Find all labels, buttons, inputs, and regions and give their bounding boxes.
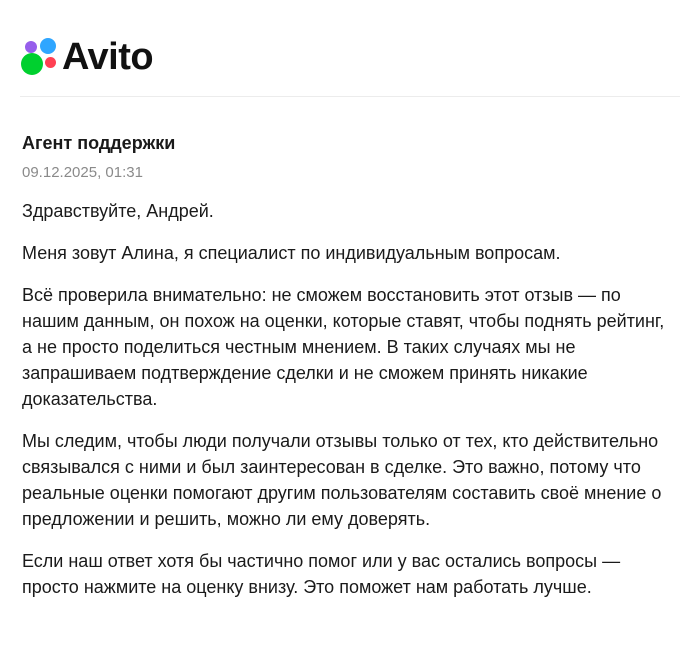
logo-dot-purple [25,41,37,53]
logo-dot-red [45,57,56,68]
message-paragraph: Здравствуйте, Андрей. [22,201,214,221]
avito-logo[interactable] [20,37,153,77]
support-message [0,132,700,600]
message-paragraph: Меня зовут Алина, я специалист по индивидуальным вопросам. [22,243,561,263]
message-paragraph: Всё проверила внимательно: не сможем восстановить этот отзыв — по нашим данным, он похож на оценки, которые ставят, чтобы поднять рейтинг, а не просто поделиться честным мнением. В таких случаях мы не запрашиваем подтверждение сделки и не сможем принять никакие доказательства. [22,285,665,409]
message-timestamp: 09.12.2025, 01:31 [22,164,143,181]
message-paragraph: Мы следим, чтобы люди получали отзывы только от тех, кто действительно связывался с ними и был заинтересован в сделке. Это важно, потому что реальные оценки помогают другим пользователям составить своё мнение о предложении и решить, можно ли ему доверять. [22,431,662,529]
avito-logo-icon [20,37,60,77]
logo-wordmark: Avito [62,36,154,78]
logo-dot-green [21,53,43,75]
message-body [22,198,678,600]
logo-dot-blue [40,38,56,54]
header [20,0,680,97]
sender-name: Агент поддержки [22,133,176,153]
message-paragraph: Если наш ответ хотя бы частично помог или у вас остались вопросы — просто нажмите на оценку внизу. Это поможет нам работать лучше. [22,551,621,597]
